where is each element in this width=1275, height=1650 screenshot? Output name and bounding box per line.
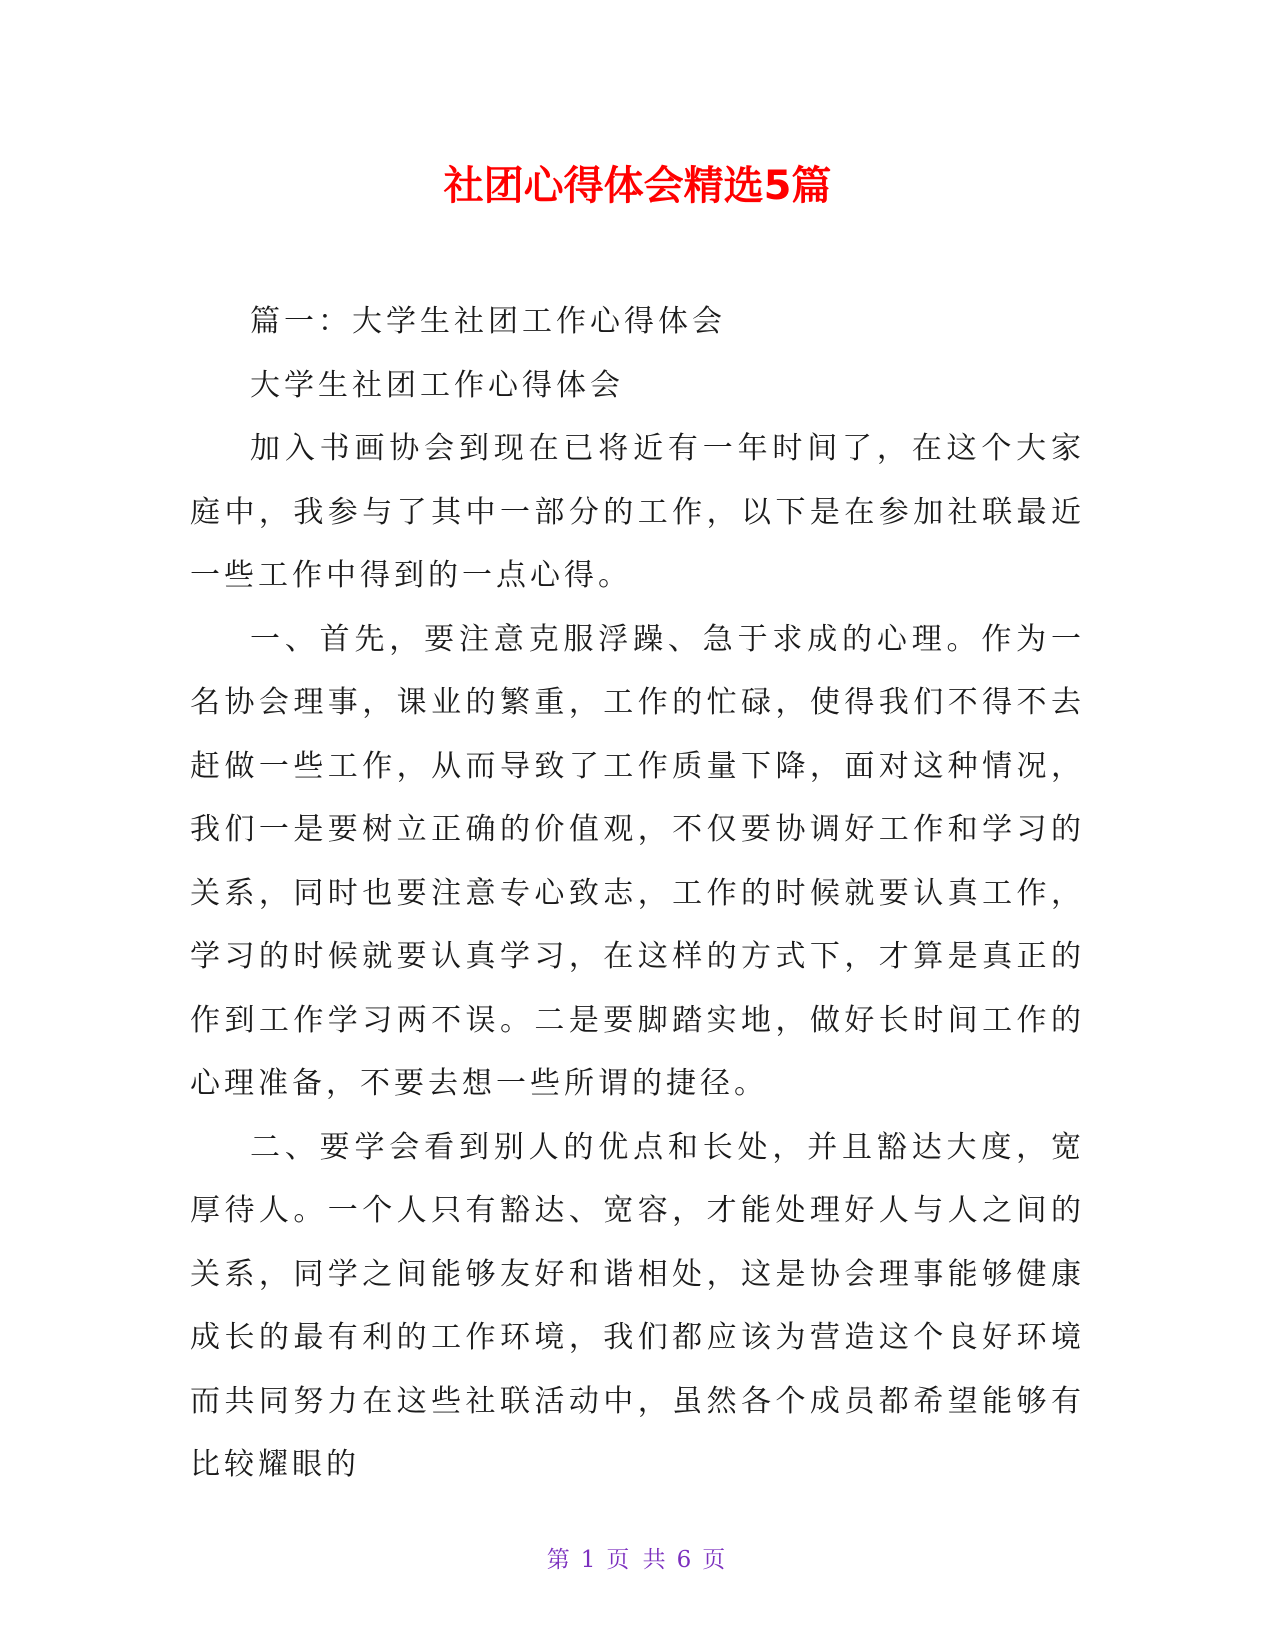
article-subtitle: 大学生社团工作心得体会 [250, 367, 624, 403]
document-body [190, 290, 1085, 1497]
footer-middle: 页 共 [606, 1547, 669, 1573]
footer-suffix: 页 [702, 1547, 729, 1573]
footer-prefix: 第 [546, 1547, 573, 1573]
body-paragraph: 二、要学会看到别人的优点和长处，并且豁达大度，宽厚待人。一个人只有豁达、宽容，才能处理好人与人之间的关系，同学之间能够友好和谐相处，这是协会理事能够健康成长的最有利的工作环境，我们都应该为营造这个良好环境而共同努力在这些社联活动中，虽然各个成员都希望能够有比较耀眼的 [190, 1129, 1085, 1482]
section-heading: 篇一：大学生社团工作心得体会 [250, 304, 726, 339]
page-footer [0, 1544, 1275, 1576]
body-paragraph: 加入书画协会到现在已将近有一年时间了，在这个大家庭中，我参与了其中一部分的工作，以下是在参加社联最近一些工作中得到的一点心得。 [190, 431, 1085, 593]
body-paragraph: 一、首先，要注意克服浮躁、急于求成的心理。作为一名协会理事，课业的繁重，工作的忙碌，使得我们不得不去赶做一些工作，从而导致了工作质量下降，面对这种情况，我们一是要树立正确的价值观，不仅要协调好工作和学习的关系，同时也要注意专心致志，工作的时候就要认真工作，学习的时候就要认真学习，在这样的方式下，才算是真正的作到工作学习两不误。二是要脚踏实地，做好长时间工作的心理准备，不要去想一些所谓的捷径。 [190, 621, 1085, 1101]
total-pages-number: 6 [676, 1547, 695, 1573]
document-title: 社团心得体会精选5篇 [443, 163, 832, 209]
current-page-number: 1 [580, 1547, 599, 1573]
